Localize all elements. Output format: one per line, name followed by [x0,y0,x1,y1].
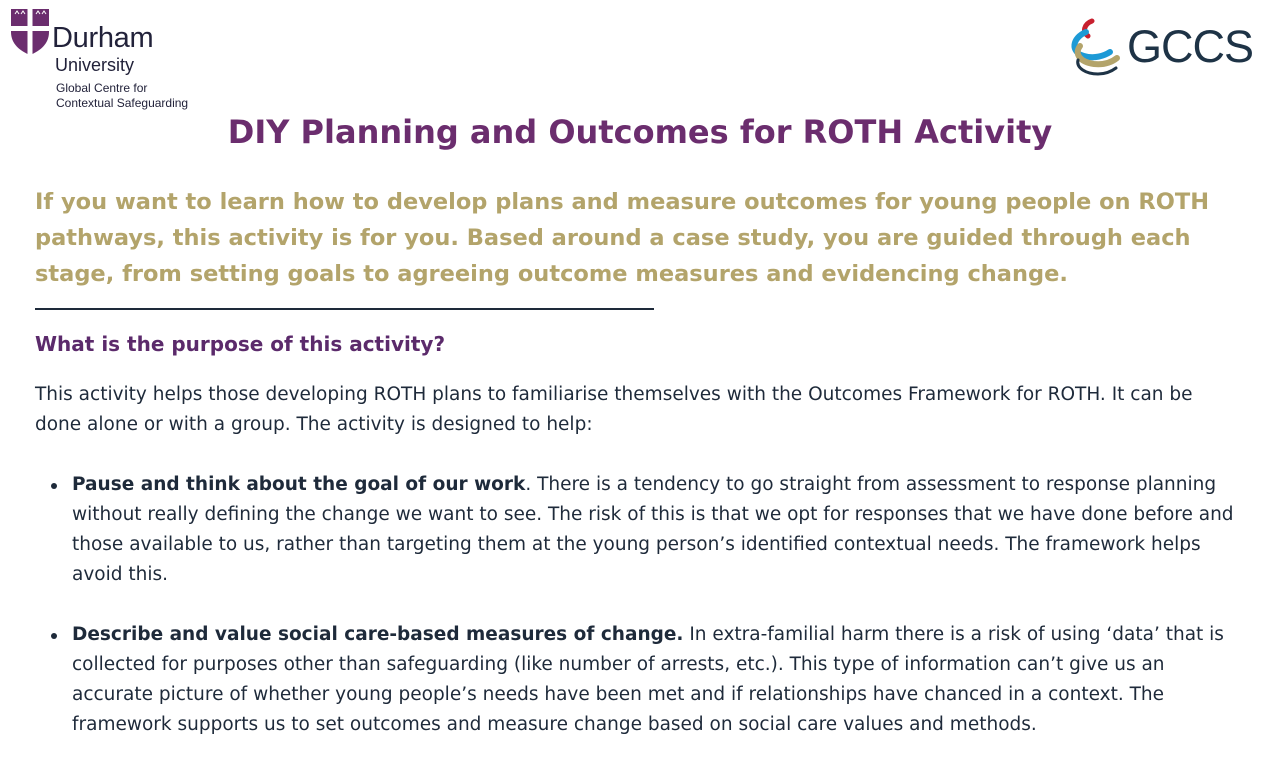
bullet-dot-icon [51,633,57,639]
gccs-swirl-icon [1064,18,1124,80]
gccs-logo [1064,18,1264,82]
bullet-text: In extra-familial harm there is a risk of using ‘data’ that is collected for purposes other than safeguarding (like number of arrests, etc.). This type of information can’t give us an accurate picture of whether young people’s needs have been met and if relationships have chanced in a context. The framework supports us to set outcomes and measure change based on social care values and methods. [72,624,1224,735]
bullet-text: . There is a tendency to go straight from assessment to response planning without really defining the change we want to see. The risk of this is that we opt for responses that we have done before and those available to us, rather than targeting them at the young person’s identified contextual needs. The framework helps avoid this. [72,474,1234,585]
durham-university-logo [10,8,230,110]
purpose-bullet-list [35,470,1245,770]
durham-logo-subtitle-line1: Global Centre for [56,81,148,95]
gccs-logo-text: GCCS [1127,21,1254,72]
intro-text: If you want to learn how to develop plans and measure outcomes for young people on ROTH pathways, this activity is for you. Based around a case study, you are guided through each stage, from setting goals to agreeing outcome measures and evidencing change. [35,189,1210,287]
section-heading: What is the purpose of this activity? [35,332,446,356]
durham-logo-name: Durham [52,22,154,54]
bullet-item [35,620,1245,740]
durham-logo-subtitle [56,81,188,111]
durham-shield-icon [10,8,50,56]
bullet-lead: Pause and think about the goal of our work [72,474,526,495]
bullet-item [35,470,1245,590]
section-divider [35,308,654,310]
body-paragraph: This activity helps those developing ROTH plans to familiarise themselves with the Outcomes Framework for ROTH. It can be done alone or with a group. The activity is designed to help: [35,384,1193,435]
durham-logo-university: University [55,55,135,75]
bullet-dot-icon [51,483,57,489]
bullet-lead: Describe and value social care-based measures of change. [72,624,684,645]
durham-logo-subtitle-line2: Contextual Safeguarding [56,96,189,110]
page-title: DIY Planning and Outcomes for ROTH Activity [227,113,1053,151]
